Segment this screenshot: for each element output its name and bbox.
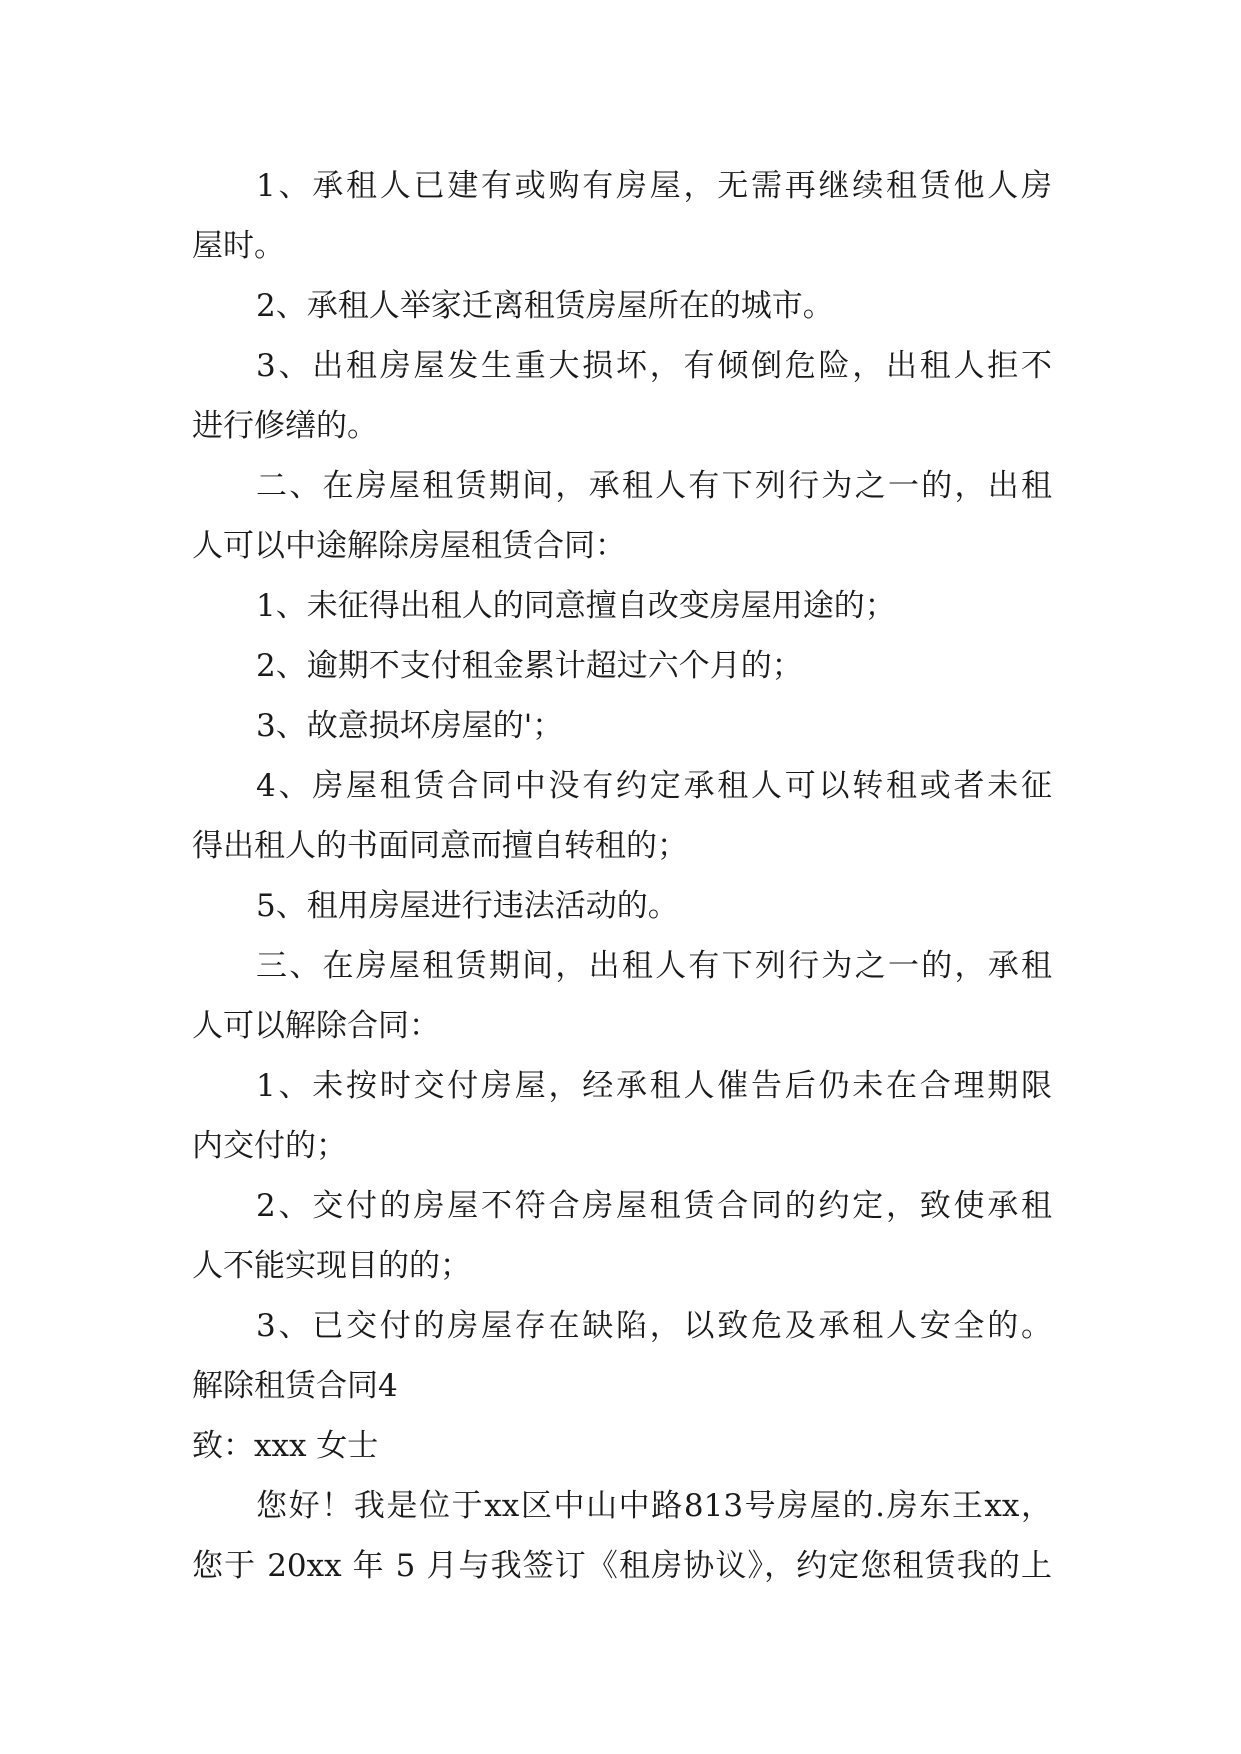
document-body (192, 156, 1052, 1596)
paragraph-line: 您好！我是位于xx区中山中路813号房屋的.房东王xx， (256, 1488, 1052, 1524)
paragraph-line: 2、承租人举家迁离租赁房屋所在的城市。 (256, 288, 834, 324)
paragraph-line: 人可以中途解除房屋租赁合同： (192, 528, 626, 564)
paragraph-line: 进行修缮的。 (192, 408, 378, 444)
section-heading-line: 二、在房屋租赁期间，承租人有下列行为之一的，出租 (256, 468, 1052, 504)
paragraph-line: 1、承租人已建有或购有房屋，无需再继续租赁他人房 (256, 168, 1052, 204)
list-item: 4、房屋租赁合同中没有约定承租人可以转租或者未征 (256, 768, 1052, 804)
list-item: 2、逾期不支付租金累计超过六个月的； (256, 648, 803, 684)
paragraph-line: 3、出租房屋发生重大损坏，有倾倒危险，出租人拒不 (256, 348, 1052, 384)
list-item: 2、交付的房屋不符合房屋租赁合同的约定，致使承租 (256, 1188, 1052, 1224)
paragraph-line: 内交付的； (192, 1128, 347, 1164)
paragraph-line: 人不能实现目的的； (192, 1248, 471, 1284)
list-item: 1、未按时交付房屋，经承租人催告后仍未在合理期限 (256, 1068, 1052, 1104)
paragraph-line: 得出租人的书面同意而擅自转租的； (192, 828, 688, 864)
document-title: 解除租赁合同4 (192, 1368, 398, 1404)
section-heading-line: 三、在房屋租赁期间，出租人有下列行为之一的，承租 (256, 948, 1052, 984)
list-item: 5、租用房屋进行违法活动的。 (256, 888, 679, 924)
paragraph-line: 屋时。 (192, 228, 285, 264)
list-item: 1、未征得出租人的同意擅自改变房屋用途的； (256, 588, 896, 624)
list-item: 3、故意损坏房屋的'； (256, 708, 564, 744)
salutation: 致：xxx 女士 (192, 1428, 379, 1464)
paragraph-line: 人可以解除合同： (192, 1008, 440, 1044)
paragraph-line: 您于 20xx 年 5 月与我签订《租房协议》，约定您租赁我的上 (192, 1548, 1052, 1584)
list-item: 3、已交付的房屋存在缺陷，以致危及承租人安全的。 (256, 1308, 1052, 1344)
